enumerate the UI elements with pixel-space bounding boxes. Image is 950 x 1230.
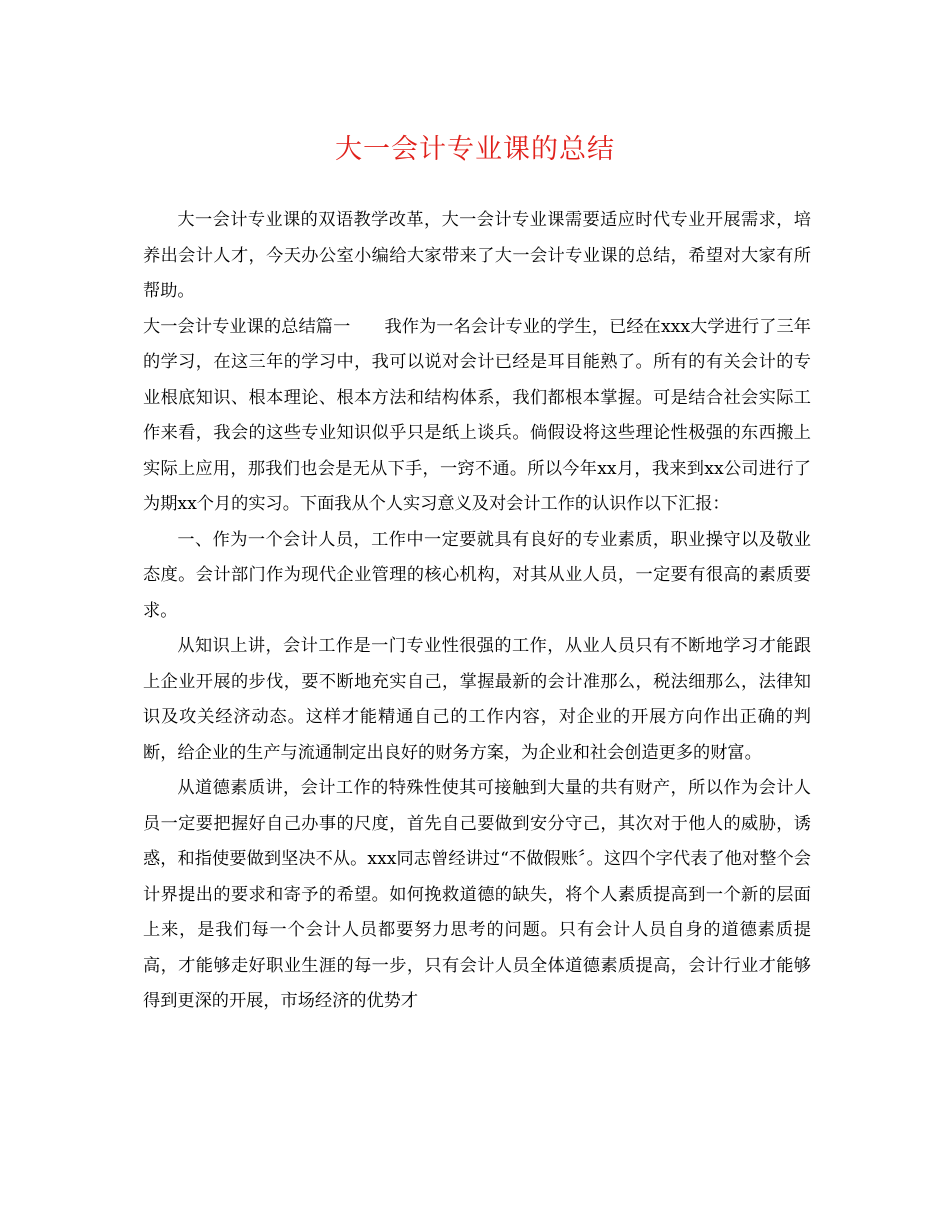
document-title: 大一会计专业课的总结 <box>335 134 615 165</box>
intro-paragraph: 大一会计专业课的双语教学改革，大一会计专业课需要适应时代专业开展需求，培养出会计人才，今天办公室小编给大家带来了大一会计专业课的总结，希望对大家有所帮助。 <box>143 210 811 301</box>
section-paragraph-text: 我作为一名会计专业的学生，已经在xxx大学进行了三年的学习，在这三年的学习中，我可以说对会计已经是耳目能熟了。所有的有关会计的专业根底知识、根本理论、根本方法和结构体系，我们都根本掌握。可是结合社会实际工作来看，我会的这些专业知识似乎只是纸上谈兵。倘假设将这些理论性极强的东西搬上实际上应用，那我们也会是无从下手，一窍不通。所以今年xx月，我来到xx公司进行了为期xx个月的实习。下面我从个人实习意义及对会计工作的认识作以下汇报： <box>143 316 811 514</box>
paragraph-1: 一、作为一个会计人员，工作中一定要就具有良好的专业素质，职业操守以及敬业态度。会计部门作为现代企业管理的核心机构，对其从业人员，一定要有很高的素质要求。 <box>143 529 811 621</box>
paragraph-2: 从知识上讲，会计工作是一门专业性很强的工作，从业人员只有不断地学习才能跟上企业开展的步伐，要不断地充实自己，掌握最新的会计准那么，税法细那么，法律知识及攻关经济动态。这样才能精通自己的工作内容，对企业的开展方向作出正确的判断，给企业的生产与流通制定出良好的财务方案，为企业和社会创造更多的财富。 <box>143 636 811 763</box>
section-heading: 大一会计专业课的总结篇一 <box>143 316 351 337</box>
document-body <box>143 203 811 1020</box>
section-paragraph <box>143 310 811 523</box>
paragraph-3: 从道德素质讲，会计工作的特殊性使其可接触到大量的共有财产，所以作为会计人员一定要把握好自己办事的尺度，首先自己要做到安分守己，其次对于他人的威胁，诱惑，和指使要做到坚决不从。xxx同志曾经讲过“不做假账〞。这四个字代表了他对整个会计界提出的要求和寄予的希望。如何挽救道德的缺失，将个人素质提高到一个新的层面上来，是我们每一个会计人员都要努力思考的问题。只有会计人员自身的道德素质提高，才能够走好职业生涯的每一步，只有会计人员全体道德素质提高，会计行业才能够得到更深的开展，市场经济的优势才 <box>143 778 811 1011</box>
